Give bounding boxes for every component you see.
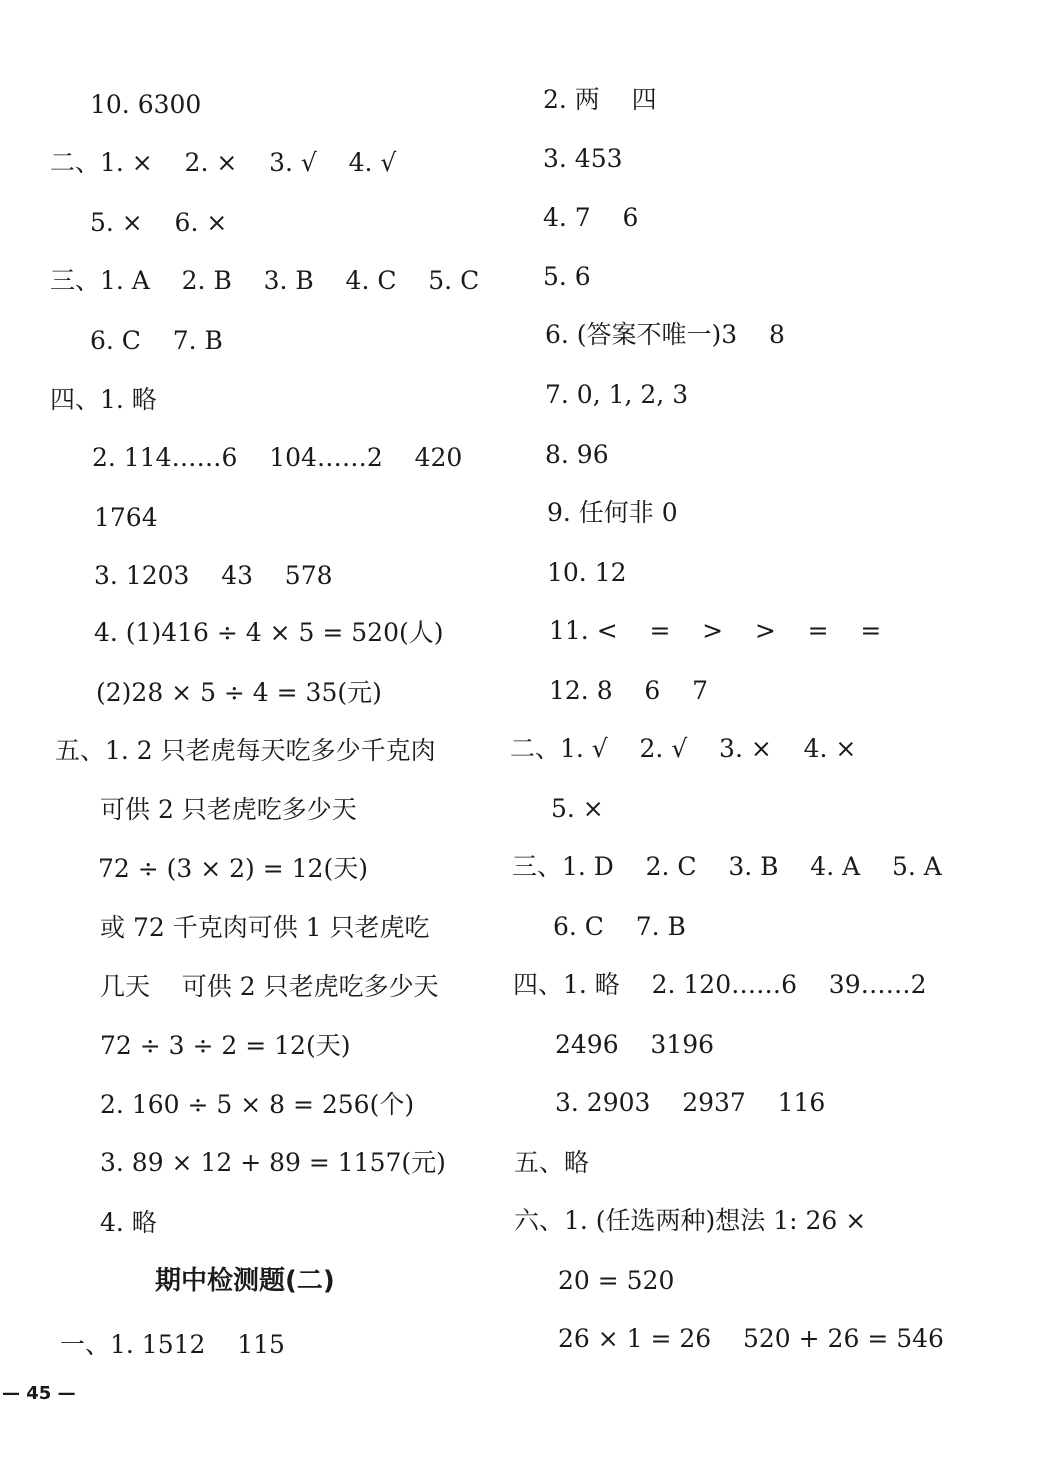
answer-line: 11. < = > > = = [549, 616, 882, 645]
answer-line: 26 × 1 = 26 520 + 26 = 546 [558, 1324, 944, 1353]
answer-line: 6. (答案不唯一)3 8 [545, 320, 785, 349]
answer-line: 20 = 520 [558, 1266, 675, 1295]
answer-line: 4. (1)416 ÷ 4 × 5 = 520(人) [94, 618, 444, 647]
answer-line: 2. 114……6 104……2 420 [92, 443, 463, 472]
answer-line: 五、1. 2 只老虎每天吃多少千克肉 [55, 736, 436, 765]
answer-line: 几天 可供 2 只老虎吃多少天 [100, 972, 439, 1001]
answer-line: 6. C 7. B [553, 912, 686, 941]
answer-line: 四、1. 略 2. 120……6 39……2 [513, 970, 927, 999]
answer-line: 3. 2903 2937 116 [555, 1088, 826, 1117]
answer-line: 三、1. A 2. B 3. B 4. C 5. C [50, 266, 480, 295]
answer-line: 2496 3196 [555, 1030, 715, 1059]
answer-line: 10. 12 [547, 558, 627, 587]
answer-line: (2)28 × 5 ÷ 4 = 35(元) [96, 678, 382, 707]
answer-line: 二、1. √ 2. √ 3. × 4. × [510, 734, 857, 763]
answer-line: 6. C 7. B [90, 326, 223, 355]
answer-line: 或 72 千克肉可供 1 只老虎吃 [100, 913, 430, 942]
answer-line: 8. 96 [545, 440, 609, 469]
answer-line: 5. 6 [543, 262, 591, 291]
section-title: 期中检测题(二) [155, 1266, 335, 1296]
answer-line: 六、1. (任选两种)想法 1: 26 × [514, 1206, 867, 1235]
answer-line: 4. 7 6 [543, 203, 639, 232]
answer-line: 一、1. 1512 115 [60, 1330, 285, 1359]
page-number: — 45 — [2, 1383, 76, 1404]
answer-line: 2. 两 四 [543, 85, 657, 114]
answer-line: 三、1. D 2. C 3. B 4. A 5. A [512, 852, 942, 881]
answer-line: 1764 [94, 503, 158, 532]
answer-line: 9. 任何非 0 [547, 498, 678, 527]
answer-line: 五、略 [514, 1148, 590, 1177]
answer-line: 72 ÷ (3 × 2) = 12(天) [98, 854, 368, 883]
answer-line: 10. 6300 [90, 90, 202, 119]
answer-line: 5. × [551, 794, 604, 823]
answer-line: 可供 2 只老虎吃多少天 [100, 795, 357, 824]
answer-line: 12. 8 6 7 [549, 676, 708, 705]
answer-line: 4. 略 [100, 1208, 157, 1237]
answer-line: 二、1. × 2. × 3. √ 4. √ [50, 148, 397, 177]
answer-line: 72 ÷ 3 ÷ 2 = 12(天) [100, 1031, 351, 1060]
answer-line: 2. 160 ÷ 5 × 8 = 256(个) [100, 1090, 415, 1119]
answer-line: 3. 453 [543, 144, 623, 173]
answer-line: 5. × 6. × [90, 208, 228, 237]
answer-line: 7. 0, 1, 2, 3 [545, 380, 689, 409]
answer-line: 3. 1203 43 578 [94, 561, 333, 590]
answer-line: 四、1. 略 [50, 385, 157, 414]
answer-line: 3. 89 × 12 + 89 = 1157(元) [100, 1148, 446, 1177]
